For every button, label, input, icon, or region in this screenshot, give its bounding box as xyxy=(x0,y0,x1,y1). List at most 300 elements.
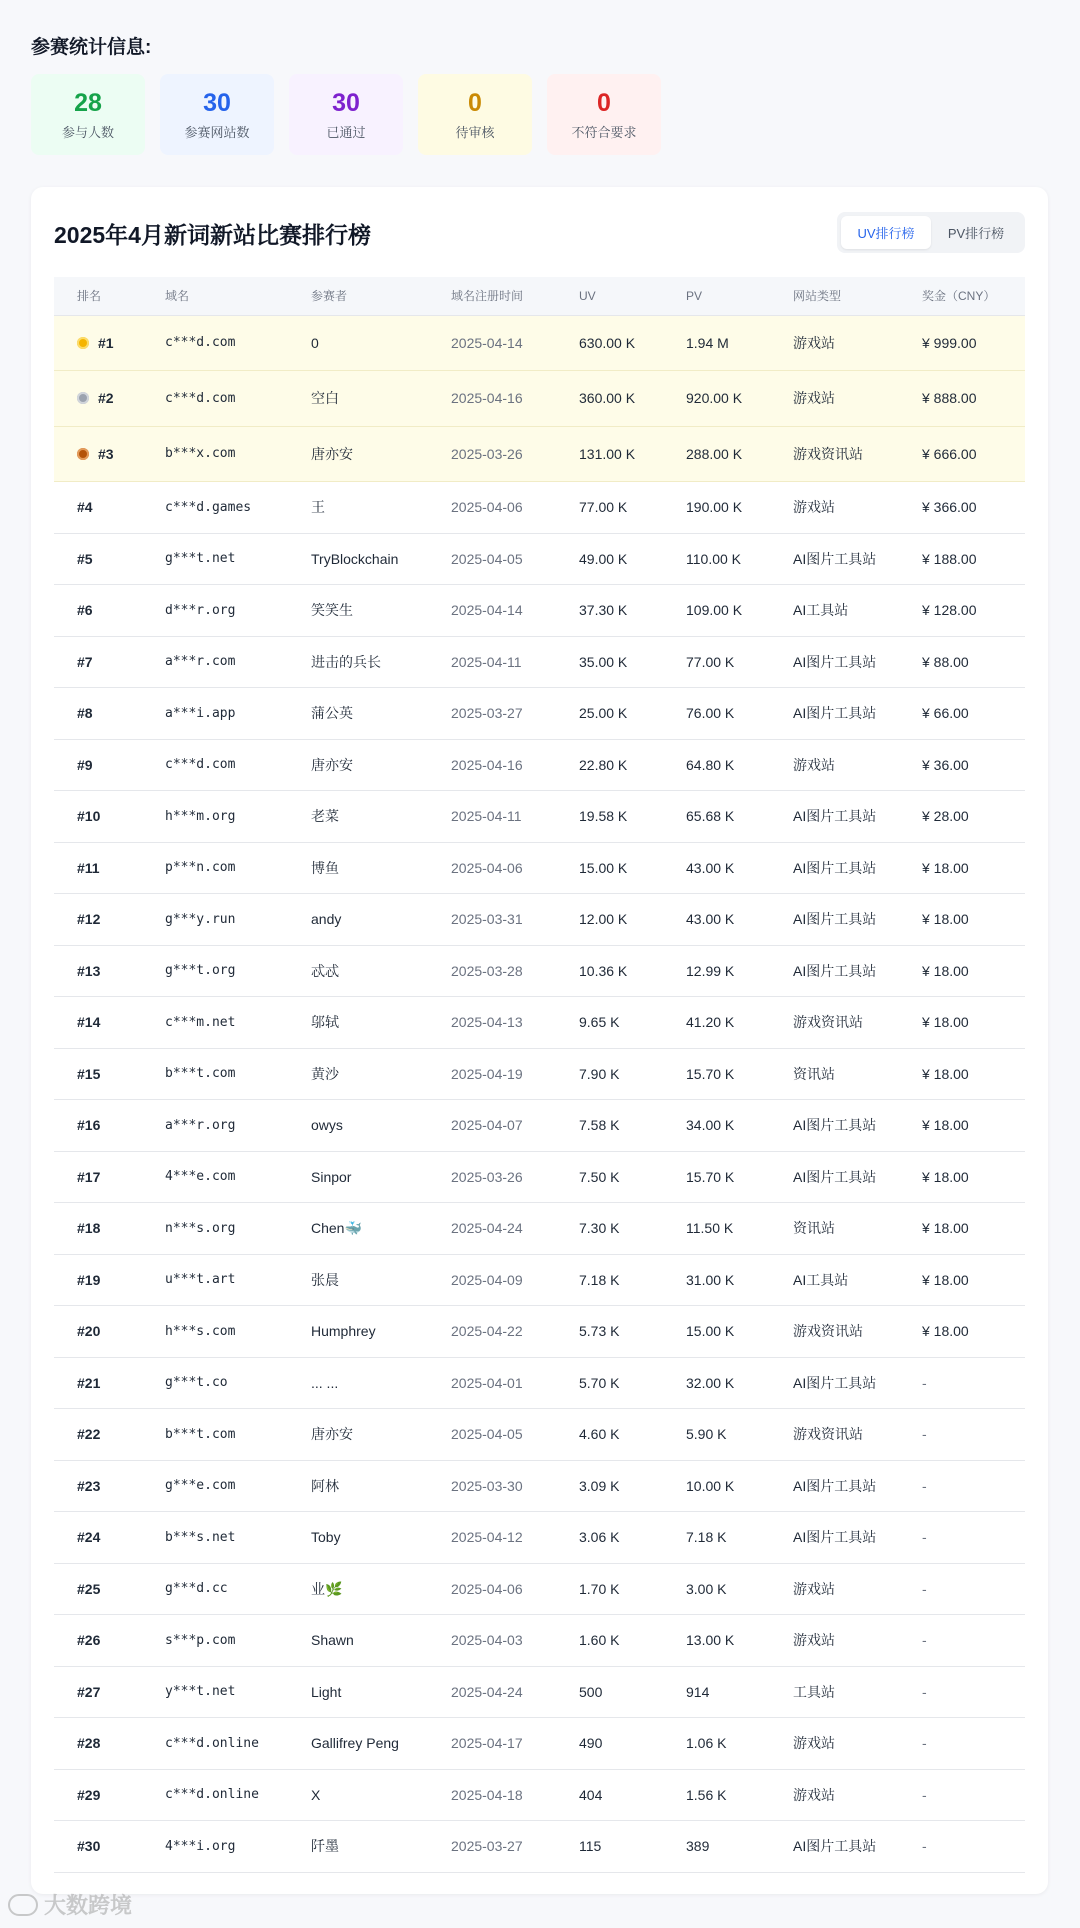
pv-cell xyxy=(663,1151,770,1203)
site-type-cell xyxy=(770,585,899,637)
rank-cell xyxy=(54,997,142,1049)
site-type-cell xyxy=(770,1409,899,1461)
uv-cell-text: 7.30 K xyxy=(579,1220,620,1237)
stat-value: 28 xyxy=(74,89,102,117)
reg-date-cell-text: 2025-04-09 xyxy=(451,1271,523,1288)
table-row[interactable] xyxy=(54,945,1025,997)
uv-cell xyxy=(556,426,663,482)
pv-cell-text: 190.00 K xyxy=(686,499,743,516)
reg-date-cell-text: 2025-04-13 xyxy=(451,1014,523,1031)
stat-value: 30 xyxy=(332,89,360,117)
pv-cell xyxy=(663,482,770,534)
domain-cell xyxy=(142,1048,288,1100)
uv-cell-text: 360.00 K xyxy=(579,390,636,407)
uv-cell-text: 12.00 K xyxy=(579,911,628,928)
site-type-cell xyxy=(770,1718,899,1770)
participant-cell-text: 空白 xyxy=(311,390,339,407)
pv-cell xyxy=(663,371,770,427)
prize-cell-text: ¥ 128.00 xyxy=(922,602,977,619)
site-type-cell xyxy=(770,1048,899,1100)
table-header xyxy=(54,277,1025,315)
domain-cell xyxy=(142,688,288,740)
reg-date-cell xyxy=(428,482,556,534)
prize-cell xyxy=(899,1769,1025,1821)
site-type-cell xyxy=(770,482,899,534)
table-row[interactable] xyxy=(54,1151,1025,1203)
rank-cell xyxy=(54,1357,142,1409)
col-rank-header[interactable]: 排名 xyxy=(54,277,142,315)
uv-cell-text: 630.00 K xyxy=(579,334,636,351)
table-row[interactable] xyxy=(54,482,1025,534)
rank-cell xyxy=(54,1306,142,1358)
table-row[interactable] xyxy=(54,1100,1025,1152)
rank-cell-text: #2 xyxy=(98,390,114,407)
rank-cell-text: #27 xyxy=(77,1683,101,1700)
uv-cell xyxy=(556,585,663,637)
participant-cell-text: 忒忒 xyxy=(311,962,339,979)
reg-date-cell xyxy=(428,315,556,371)
prize-cell xyxy=(899,1048,1025,1100)
reg-date-cell-text: 2025-03-30 xyxy=(451,1477,523,1494)
site-type-cell-text: 游戏资讯站 xyxy=(793,1014,863,1031)
site-type-cell-text: 游戏站 xyxy=(793,1786,835,1803)
prize-cell-text: ¥ 18.00 xyxy=(922,911,969,928)
site-type-cell xyxy=(770,739,899,791)
participant-cell-text: X xyxy=(311,1786,321,1803)
prize-cell-text: - xyxy=(922,1683,927,1700)
uv-cell xyxy=(556,1769,663,1821)
reg-date-cell xyxy=(428,1821,556,1873)
domain-cell xyxy=(142,315,288,371)
participant-cell xyxy=(288,1100,428,1152)
stat-card xyxy=(418,74,532,155)
rank-cell xyxy=(54,371,142,427)
domain-cell-text: b***s.net xyxy=(165,1529,236,1545)
participant-cell xyxy=(288,1769,428,1821)
col-reg-date-header[interactable]: 域名注册时间 xyxy=(428,277,556,315)
site-type-cell-text: 游戏站 xyxy=(793,499,835,516)
rank-cell xyxy=(54,1409,142,1461)
table-row[interactable] xyxy=(54,1254,1025,1306)
reg-date-cell xyxy=(428,842,556,894)
pv-cell-text: 12.99 K xyxy=(686,962,735,979)
stat-card xyxy=(547,74,661,155)
domain-cell xyxy=(142,426,288,482)
uv-cell xyxy=(556,1254,663,1306)
reg-date-cell-text: 2025-04-24 xyxy=(451,1220,523,1237)
site-type-cell xyxy=(770,426,899,482)
table-row[interactable] xyxy=(54,1769,1025,1821)
participant-cell xyxy=(288,585,428,637)
participant-cell-text: Gallifrey Peng xyxy=(311,1735,399,1752)
reg-date-cell-text: 2025-04-22 xyxy=(451,1323,523,1340)
site-type-cell-text: 资讯站 xyxy=(793,1220,835,1237)
pv-cell-text: 34.00 K xyxy=(686,1117,735,1134)
table-row[interactable] xyxy=(54,1409,1025,1461)
site-type-cell xyxy=(770,1821,899,1873)
participant-cell xyxy=(288,533,428,585)
site-type-cell-text: 游戏站 xyxy=(793,1735,835,1752)
table-row[interactable] xyxy=(54,688,1025,740)
site-type-cell-text: AI工具站 xyxy=(793,1271,849,1288)
site-type-cell xyxy=(770,636,899,688)
site-type-cell-text: 游戏站 xyxy=(793,390,835,407)
table-row[interactable] xyxy=(54,1512,1025,1564)
tab-uv-ranking[interactable]: UV排行榜 xyxy=(841,216,931,249)
pv-cell-text: 914 xyxy=(686,1683,710,1700)
uv-cell-text: 7.50 K xyxy=(579,1168,620,1185)
rank-cell xyxy=(54,1100,142,1152)
site-type-cell-text: AI图片工具站 xyxy=(793,705,877,722)
stat-label: 参与人数 xyxy=(61,125,114,140)
pv-cell xyxy=(663,791,770,843)
participant-cell xyxy=(288,426,428,482)
pv-cell xyxy=(663,636,770,688)
pv-cell-text: 1.94 M xyxy=(686,334,729,351)
table-row[interactable] xyxy=(54,371,1025,427)
participant-cell-text: 蒲公英 xyxy=(311,705,353,722)
reg-date-cell xyxy=(428,636,556,688)
participant-cell-text: 笑笑生 xyxy=(311,602,353,619)
uv-cell-text: 35.00 K xyxy=(579,653,628,670)
reg-date-cell-text: 2025-04-17 xyxy=(451,1735,523,1752)
uv-cell-text: 49.00 K xyxy=(579,550,628,567)
rank-cell-text: #18 xyxy=(77,1220,101,1237)
domain-cell-text: b***t.com xyxy=(165,1426,236,1442)
gold-medal-icon xyxy=(77,337,89,349)
site-type-cell-text: AI图片工具站 xyxy=(793,859,877,876)
participant-cell xyxy=(288,1409,428,1461)
table-row[interactable] xyxy=(54,1306,1025,1358)
domain-cell xyxy=(142,1718,288,1770)
domain-cell-text: u***t.art xyxy=(165,1272,236,1288)
pv-cell xyxy=(663,688,770,740)
uv-cell-text: 7.90 K xyxy=(579,1065,620,1082)
stat-card xyxy=(289,74,403,155)
reg-date-cell-text: 2025-04-06 xyxy=(451,859,523,876)
participant-cell xyxy=(288,1203,428,1255)
col-uv-header[interactable]: UV xyxy=(556,277,663,315)
rank-cell xyxy=(54,894,142,946)
rank-cell xyxy=(54,1718,142,1770)
table-row[interactable] xyxy=(54,636,1025,688)
table-row[interactable] xyxy=(54,1460,1025,1512)
prize-cell-text: ¥ 36.00 xyxy=(922,756,969,773)
prize-cell-text: ¥ 66.00 xyxy=(922,705,969,722)
uv-cell xyxy=(556,688,663,740)
pv-cell-text: 15.70 K xyxy=(686,1168,735,1185)
col-prize-header[interactable]: 奖金（CNY） xyxy=(899,277,1025,315)
rank-cell-text: #8 xyxy=(77,705,93,722)
pv-cell xyxy=(663,1460,770,1512)
uv-cell xyxy=(556,315,663,371)
pv-cell-text: 64.80 K xyxy=(686,756,735,773)
pv-cell-text: 32.00 K xyxy=(686,1374,735,1391)
domain-cell-text: n***s.org xyxy=(165,1220,236,1236)
rank-cell-text: #4 xyxy=(77,499,93,516)
table-row[interactable] xyxy=(54,997,1025,1049)
uv-cell xyxy=(556,1409,663,1461)
participant-cell xyxy=(288,791,428,843)
pv-cell xyxy=(663,426,770,482)
pv-cell-text: 1.06 K xyxy=(686,1735,727,1752)
participant-cell-text: 业🌿 xyxy=(311,1580,343,1597)
rank-cell xyxy=(54,739,142,791)
participant-cell-text: 0 xyxy=(311,334,319,351)
col-site-type-header[interactable]: 网站类型 xyxy=(770,277,899,315)
participant-cell-text: Chen🐳 xyxy=(311,1219,362,1236)
prize-cell-text: - xyxy=(922,1735,927,1752)
reg-date-cell xyxy=(428,945,556,997)
stat-label: 不符合要求 xyxy=(571,125,637,140)
participant-cell xyxy=(288,1563,428,1615)
prize-cell-text: ¥ 999.00 xyxy=(922,334,977,351)
prize-cell-text: - xyxy=(922,1786,927,1803)
reg-date-cell xyxy=(428,739,556,791)
rank-cell-text: #7 xyxy=(77,653,93,670)
site-type-cell-text: AI图片工具站 xyxy=(793,550,877,567)
pv-cell-text: 10.00 K xyxy=(686,1477,735,1494)
reg-date-cell xyxy=(428,371,556,427)
domain-cell xyxy=(142,945,288,997)
domain-cell xyxy=(142,1357,288,1409)
pv-cell xyxy=(663,315,770,371)
domain-cell xyxy=(142,1409,288,1461)
site-type-cell xyxy=(770,1306,899,1358)
rank-cell-text: #24 xyxy=(77,1529,101,1546)
participant-cell-text: Sinpor xyxy=(311,1168,352,1185)
reg-date-cell-text: 2025-04-14 xyxy=(451,602,523,619)
prize-cell-text: ¥ 28.00 xyxy=(922,808,969,825)
participant-cell-text: ... ... xyxy=(311,1374,339,1391)
reg-date-cell xyxy=(428,1615,556,1667)
uv-cell xyxy=(556,1100,663,1152)
pv-cell xyxy=(663,1563,770,1615)
table-row[interactable] xyxy=(54,1563,1025,1615)
participant-cell xyxy=(288,482,428,534)
rank-cell xyxy=(54,1203,142,1255)
rank-cell-text: #16 xyxy=(77,1117,101,1134)
rank-cell xyxy=(54,636,142,688)
site-type-cell-text: 游戏资讯站 xyxy=(793,1323,863,1340)
uv-cell-text: 77.00 K xyxy=(579,499,628,516)
rank-cell-text: #19 xyxy=(77,1271,101,1288)
pv-cell xyxy=(663,1100,770,1152)
table-row[interactable] xyxy=(54,533,1025,585)
participant-cell xyxy=(288,1615,428,1667)
prize-cell xyxy=(899,1460,1025,1512)
reg-date-cell xyxy=(428,894,556,946)
table-row[interactable] xyxy=(54,1821,1025,1873)
table-row[interactable] xyxy=(54,1048,1025,1100)
domain-cell xyxy=(142,1615,288,1667)
domain-cell-text: b***t.com xyxy=(165,1066,236,1082)
rank-cell-text: #17 xyxy=(77,1168,101,1185)
uv-cell xyxy=(556,945,663,997)
uv-cell-text: 3.09 K xyxy=(579,1477,620,1494)
prize-cell xyxy=(899,945,1025,997)
domain-cell-text: g***d.cc xyxy=(165,1581,228,1597)
participant-cell-text: Humphrey xyxy=(311,1323,376,1340)
prize-cell xyxy=(899,842,1025,894)
prize-cell xyxy=(899,1203,1025,1255)
prize-cell xyxy=(899,1100,1025,1152)
reg-date-cell xyxy=(428,1100,556,1152)
rank-cell xyxy=(54,1666,142,1718)
reg-date-cell-text: 2025-04-05 xyxy=(451,1426,523,1443)
ranking-tabs xyxy=(837,212,1025,253)
reg-date-cell-text: 2025-04-11 xyxy=(451,808,522,825)
reg-date-cell xyxy=(428,688,556,740)
table-row[interactable] xyxy=(54,585,1025,637)
site-type-cell xyxy=(770,315,899,371)
table-row[interactable] xyxy=(54,1718,1025,1770)
uv-cell xyxy=(556,1203,663,1255)
table-row[interactable] xyxy=(54,1203,1025,1255)
site-type-cell-text: AI图片工具站 xyxy=(793,962,877,979)
prize-cell-text: - xyxy=(922,1374,927,1391)
domain-cell xyxy=(142,997,288,1049)
stat-value: 0 xyxy=(597,89,611,117)
pv-cell xyxy=(663,894,770,946)
pv-cell-text: 15.00 K xyxy=(686,1323,735,1340)
prize-cell-text: ¥ 666.00 xyxy=(922,445,977,462)
pv-cell xyxy=(663,739,770,791)
site-type-cell xyxy=(770,1769,899,1821)
reg-date-cell xyxy=(428,1512,556,1564)
participant-cell-text: 王 xyxy=(311,499,325,516)
table-row[interactable] xyxy=(54,842,1025,894)
rank-cell xyxy=(54,1769,142,1821)
participant-cell xyxy=(288,1254,428,1306)
prize-cell-text: - xyxy=(922,1529,927,1546)
reg-date-cell-text: 2025-04-16 xyxy=(451,390,523,407)
pv-cell-text: 15.70 K xyxy=(686,1065,735,1082)
reg-date-cell xyxy=(428,1563,556,1615)
table-row[interactable] xyxy=(54,1666,1025,1718)
prize-cell xyxy=(899,688,1025,740)
domain-cell-text: c***d.online xyxy=(165,1735,259,1751)
domain-cell xyxy=(142,1254,288,1306)
uv-cell xyxy=(556,1151,663,1203)
participant-cell xyxy=(288,688,428,740)
domain-cell-text: h***m.org xyxy=(165,808,236,824)
rank-cell-text: #21 xyxy=(77,1374,101,1391)
participant-cell-text: owys xyxy=(311,1117,343,1134)
domain-cell-text: g***y.run xyxy=(165,911,236,927)
prize-cell xyxy=(899,1409,1025,1461)
site-type-cell xyxy=(770,791,899,843)
rank-cell-text: #29 xyxy=(77,1786,101,1803)
site-type-cell xyxy=(770,1100,899,1152)
domain-cell-text: c***d.games xyxy=(165,499,252,515)
table-row[interactable] xyxy=(54,315,1025,371)
col-pv-header[interactable]: PV xyxy=(663,277,770,315)
site-type-cell xyxy=(770,1254,899,1306)
rank-cell-text: #15 xyxy=(77,1065,101,1082)
uv-cell xyxy=(556,533,663,585)
prize-cell xyxy=(899,1254,1025,1306)
pv-cell-text: 110.00 K xyxy=(686,550,742,567)
uv-cell-text: 4.60 K xyxy=(579,1426,620,1443)
pv-cell xyxy=(663,1718,770,1770)
domain-cell-text: c***m.net xyxy=(165,1014,236,1030)
rank-cell-text: #3 xyxy=(98,445,114,462)
reg-date-cell-text: 2025-03-26 xyxy=(451,445,523,462)
pv-cell xyxy=(663,842,770,894)
uv-cell xyxy=(556,739,663,791)
site-type-cell xyxy=(770,997,899,1049)
site-type-cell xyxy=(770,688,899,740)
domain-cell-text: 4***i.org xyxy=(165,1838,236,1854)
prize-cell xyxy=(899,997,1025,1049)
reg-date-cell-text: 2025-04-19 xyxy=(451,1065,523,1082)
participant-cell-text: 唐亦安 xyxy=(311,445,353,462)
col-domain-header[interactable]: 域名 xyxy=(142,277,288,315)
uv-cell-text: 25.00 K xyxy=(579,705,628,722)
rank-cell xyxy=(54,482,142,534)
reg-date-cell-text: 2025-03-31 xyxy=(451,911,523,928)
prize-cell-text: - xyxy=(922,1426,927,1443)
rank-cell xyxy=(54,791,142,843)
site-type-cell-text: AI图片工具站 xyxy=(793,808,877,825)
pv-cell xyxy=(663,1821,770,1873)
table-row[interactable] xyxy=(54,426,1025,482)
table-row[interactable] xyxy=(54,1615,1025,1667)
table-row[interactable] xyxy=(54,894,1025,946)
participant-cell xyxy=(288,1306,428,1358)
domain-cell-text: a***r.com xyxy=(165,654,236,670)
uv-cell-text: 3.06 K xyxy=(579,1529,620,1546)
participant-cell xyxy=(288,945,428,997)
domain-cell xyxy=(142,1151,288,1203)
domain-cell-text: c***d.com xyxy=(165,335,236,351)
uv-cell-text: 490 xyxy=(579,1735,603,1752)
domain-cell-text: p***n.com xyxy=(165,860,236,876)
table-row[interactable] xyxy=(54,739,1025,791)
uv-cell-text: 19.58 K xyxy=(579,808,628,825)
prize-cell-text: ¥ 366.00 xyxy=(922,499,977,516)
uv-cell xyxy=(556,894,663,946)
tab-pv-ranking[interactable]: PV排行榜 xyxy=(947,226,1005,241)
pv-cell xyxy=(663,1769,770,1821)
participant-cell xyxy=(288,1357,428,1409)
rank-cell xyxy=(54,426,142,482)
site-type-cell-text: AI图片工具站 xyxy=(793,1477,877,1494)
uv-cell xyxy=(556,371,663,427)
prize-cell-text: ¥ 18.00 xyxy=(922,1271,969,1288)
table-row[interactable] xyxy=(54,791,1025,843)
prize-cell xyxy=(899,1306,1025,1358)
prize-cell xyxy=(899,791,1025,843)
leaderboard-table xyxy=(54,277,1025,1873)
prize-cell-text: ¥ 88.00 xyxy=(922,653,969,670)
pv-cell-text: 7.18 K xyxy=(686,1529,727,1546)
prize-cell xyxy=(899,1151,1025,1203)
pv-cell-text: 65.68 K xyxy=(686,808,735,825)
prize-cell xyxy=(899,1666,1025,1718)
table-row[interactable] xyxy=(54,1357,1025,1409)
domain-cell-text: g***t.co xyxy=(165,1375,228,1391)
participant-cell-text: Toby xyxy=(311,1529,341,1546)
pv-cell xyxy=(663,1615,770,1667)
rank-cell xyxy=(54,1460,142,1512)
col-participant-header[interactable]: 参赛者 xyxy=(288,277,428,315)
uv-cell xyxy=(556,636,663,688)
reg-date-cell xyxy=(428,791,556,843)
pv-cell-text: 1.56 K xyxy=(686,1786,727,1803)
site-type-cell-text: AI图片工具站 xyxy=(793,1529,877,1546)
